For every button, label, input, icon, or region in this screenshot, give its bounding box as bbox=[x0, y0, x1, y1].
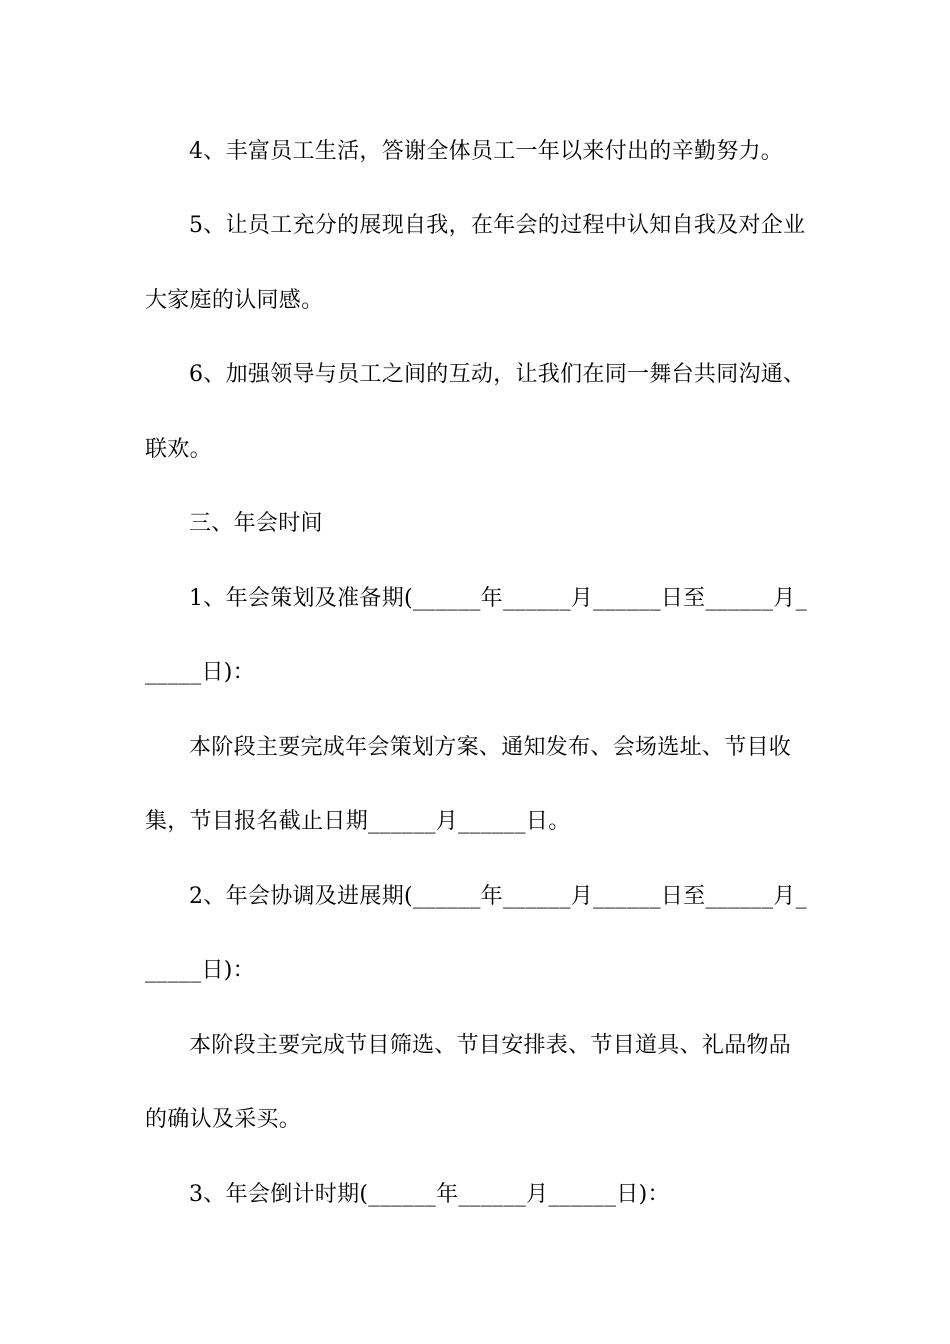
paragraph-goal-4: 4、丰富员工生活，答谢全体员工一年以来付出的辛勤努力。 bbox=[189, 139, 784, 164]
paragraph-goal-6-cont: 联欢。 bbox=[145, 437, 212, 462]
paragraph-phase-1-desc-cont: 集，节目报名截止日期______月______日。 bbox=[145, 809, 571, 834]
paragraph-goal-5-cont: 大家庭的认同感。 bbox=[145, 288, 324, 313]
paragraph-phase-1-cont: _____日)： bbox=[145, 660, 255, 685]
paragraph-goal-6: 6、加强领导与员工之间的互动，让我们在同一舞台共同沟通、 bbox=[189, 362, 806, 387]
paragraph-goal-5: 5、让员工充分的展现自我，在年会的过程中认知自我及对企业 bbox=[189, 213, 806, 238]
paragraph-phase-2-desc-cont: 的确认及采买。 bbox=[145, 1107, 302, 1132]
paragraph-phase-2-desc: 本阶段主要完成节目筛选、节目安排表、节目道具、礼品物品 bbox=[189, 1033, 792, 1058]
section-heading-time: 三、年会时间 bbox=[189, 511, 323, 536]
paragraph-phase-3: 3、年会倒计时期(______年______月______日)： bbox=[189, 1182, 670, 1207]
paragraph-phase-1-desc: 本阶段主要完成年会策划方案、通知发布、会场选址、节目收 bbox=[189, 735, 792, 760]
paragraph-phase-2-cont: _____日)： bbox=[145, 958, 255, 983]
paragraph-phase-1: 1、年会策划及准备期(______年______月______日至______月_ bbox=[189, 586, 807, 611]
paragraph-phase-2: 2、年会协调及进展期(______年______月______日至______月_ bbox=[189, 884, 807, 909]
